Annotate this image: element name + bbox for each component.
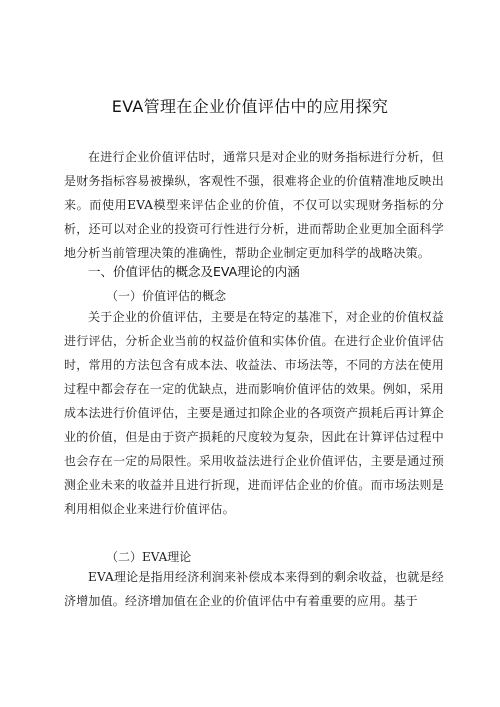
- subsection-2-text: EVA理论是指用经济利润来补偿成本来得到的剩余收益，也就是经济增加值。经济增加值在企业的价值评估中有着重要的应用。基于: [64, 570, 444, 608]
- intro-text: 在进行企业价值评估时，通常只是对企业的财务指标进行分析，但是财务指标容易被操纵，客观性不强，很难将企业的价值精准地反映出来。而使用EVA模型来评估企业的价值，不仅可以实现财务指标的分析，还可以对企业的投资可行性进行分析，进而帮助企业更加全面科学地分析当前管理决策的准确性，帮助企业制定更加科学的战略决策。: [64, 150, 444, 260]
- subsection-2-heading: （二）EVA理论: [106, 550, 192, 564]
- subsection-2-paragraph: [64, 565, 444, 613]
- document-title: EVA管理在企业价值评估中的应用探究: [111, 97, 389, 116]
- intro-paragraph: [64, 145, 444, 265]
- subsection-1-paragraph: [64, 305, 444, 521]
- section-1-heading: 一、价值评估的概念及EVA理论的内涵: [88, 264, 300, 279]
- subsection-1-heading: （一）价值评估的概念: [106, 289, 227, 303]
- subsection-1-text: 关于企业的价值评估，主要是在特定的基准下，对企业的价值权益进行评估，分析企业当前的权益价值和实体价值。在进行企业价值评估时，常用的方法包含有成本法、收益法、市场法等，不同的方法在使用过程中都会存在一定的优缺点，进而影响价值评估的效果。例如，采用成本法进行价值评估，主要是通过扣除企业的各项资产损耗后再计算企业的价值，但是由于资产损耗的尺度较为复杂，因此在计算评估过程中也会存在一定的局限性。采用收益法进行企业价值评估，主要是通过预测企业未来的收益并且进行折现，进而评估企业的价值。而市场法则是利用相似企业来进行价值评估。: [64, 310, 444, 516]
